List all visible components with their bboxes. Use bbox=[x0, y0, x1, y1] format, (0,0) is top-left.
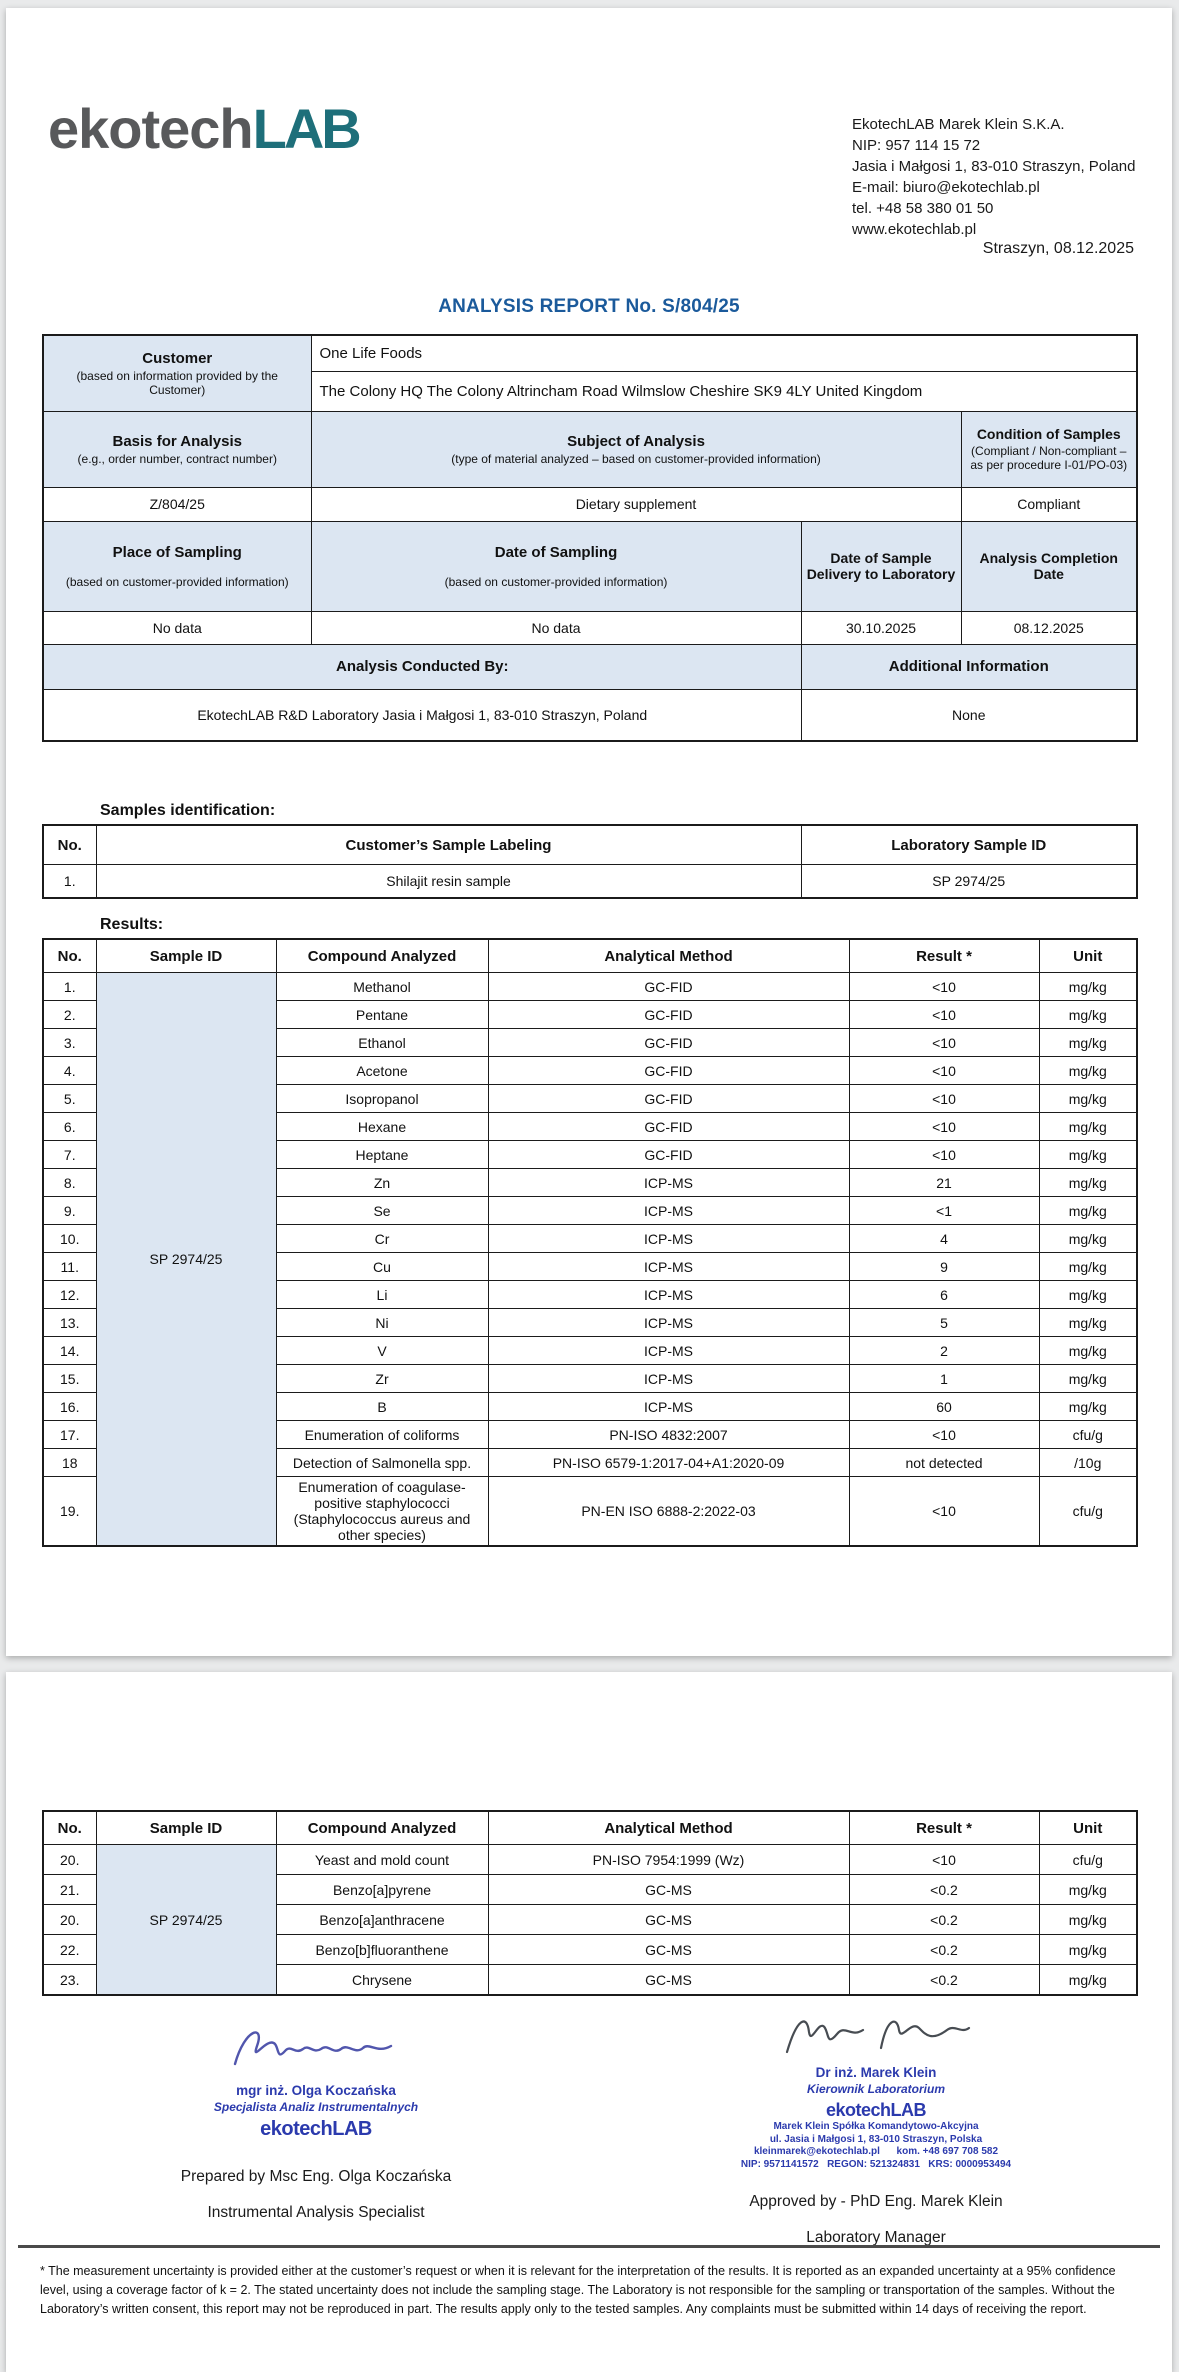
prepared-by-role: Instrumental Analysis Specialist bbox=[207, 2203, 425, 2221]
completion-label: Analysis Completion Date bbox=[979, 550, 1118, 582]
place-label: Place of Sampling bbox=[112, 543, 242, 561]
customer-label-cell bbox=[43, 335, 311, 411]
marek-stamp-logo: ekotechLAB bbox=[825, 2099, 927, 2120]
table-cell: mg/kg bbox=[1039, 1905, 1137, 1935]
column-header: Compound Analyzed bbox=[276, 939, 488, 973]
table-cell: 18 bbox=[43, 1449, 96, 1477]
prepared-by-caption: Prepared by Msc Eng. Olga Koczańska bbox=[180, 2167, 452, 2185]
table-cell: Shilajit resin sample bbox=[96, 865, 801, 899]
table-cell: Ethanol bbox=[276, 1029, 488, 1057]
table-cell: <10 bbox=[849, 1029, 1039, 1057]
delivery-label-cell bbox=[801, 521, 961, 611]
table-cell: 5. bbox=[43, 1085, 96, 1113]
table-cell: Li bbox=[276, 1281, 488, 1309]
header-row bbox=[43, 825, 1137, 865]
place-sublabel: (based on customer-provided information) bbox=[65, 574, 289, 589]
subject-label: Subject of Analysis bbox=[567, 432, 705, 450]
table-cell: mg/kg bbox=[1039, 1085, 1137, 1113]
table-cell: ICP-MS bbox=[488, 1337, 849, 1365]
table-cell: cfu/g bbox=[1039, 1845, 1137, 1875]
report-title: ANALYSIS REPORT No. S/804/25 bbox=[438, 296, 740, 317]
results-table-page1 bbox=[42, 938, 1138, 1547]
table-cell: 20. bbox=[43, 1845, 96, 1875]
table-cell: GC-FID bbox=[488, 1141, 849, 1169]
subject-label-cell bbox=[311, 411, 961, 487]
basis-value-cell: Z/804/25 bbox=[43, 487, 311, 521]
table-cell: mg/kg bbox=[1039, 1197, 1137, 1225]
table-cell: 4 bbox=[849, 1225, 1039, 1253]
footer-divider bbox=[18, 2245, 1160, 2248]
conducted-label: Analysis Conducted By: bbox=[335, 658, 509, 675]
table-cell: mg/kg bbox=[1039, 1001, 1137, 1029]
table-cell: 1. bbox=[43, 865, 96, 899]
table-cell: Ni bbox=[276, 1309, 488, 1337]
table-cell: 10. bbox=[43, 1225, 96, 1253]
condition-value-cell: Compliant bbox=[961, 487, 1137, 521]
table-cell: Enumeration of coagulase-positive staphylococci (Staphylococcus aureus and other species) bbox=[276, 1477, 488, 1547]
table-cell: 7. bbox=[43, 1141, 96, 1169]
table-cell: GC-MS bbox=[488, 1875, 849, 1905]
table-cell: mg/kg bbox=[1039, 1169, 1137, 1197]
date-sampling-sublabel: (based on customer-provided information) bbox=[444, 574, 668, 589]
table-cell: mg/kg bbox=[1039, 1225, 1137, 1253]
date-sampling-label-cell bbox=[311, 521, 801, 611]
prepared-by-signature-block bbox=[136, 2020, 496, 2222]
table-cell: 60 bbox=[849, 1393, 1039, 1421]
subject-sublabel: (type of material analyzed – based on customer-provided information) bbox=[451, 451, 821, 466]
table-cell: GC-MS bbox=[488, 1905, 849, 1935]
column-header: Unit bbox=[1039, 939, 1137, 973]
additional-label: Additional Information bbox=[888, 658, 1049, 675]
table-cell: 16. bbox=[43, 1393, 96, 1421]
table-cell: 6 bbox=[849, 1281, 1039, 1309]
table-cell: 22. bbox=[43, 1935, 96, 1965]
table-cell: GC-FID bbox=[488, 973, 849, 1001]
basis-label: Basis for Analysis bbox=[112, 432, 242, 450]
table-cell: ICP-MS bbox=[488, 1169, 849, 1197]
table-cell: ICP-MS bbox=[488, 1393, 849, 1421]
table-cell: <10 bbox=[849, 1141, 1039, 1169]
delivery-label: Date of Sample Delivery to Laboratory bbox=[806, 550, 956, 582]
table-cell: 20. bbox=[43, 1905, 96, 1935]
table-cell: 13. bbox=[43, 1309, 96, 1337]
company-email: E-mail: biuro@ekotechlab.pl bbox=[852, 179, 1040, 196]
table-cell: <1 bbox=[849, 1197, 1039, 1225]
column-header: Compound Analyzed bbox=[276, 1811, 488, 1845]
olga-handwritten-signature bbox=[221, 2020, 411, 2078]
column-header: No. bbox=[43, 825, 96, 865]
table-cell: ICP-MS bbox=[488, 1225, 849, 1253]
column-header: Customer’s Sample Labeling bbox=[96, 825, 801, 865]
table-cell: mg/kg bbox=[1039, 1337, 1137, 1365]
column-header: Analytical Method bbox=[488, 1811, 849, 1845]
table-cell: 9 bbox=[849, 1253, 1039, 1281]
table-cell: mg/kg bbox=[1039, 1141, 1137, 1169]
column-header: Result * bbox=[849, 939, 1039, 973]
date-sampling-label: Date of Sampling bbox=[494, 543, 618, 561]
table-cell: Chrysene bbox=[276, 1965, 488, 1996]
table-cell: PN-ISO 6579-1:2017-04+A1:2020-09 bbox=[488, 1449, 849, 1477]
company-website: www.ekotechlab.pl bbox=[852, 221, 977, 238]
logo-text-gray: ekotech bbox=[48, 97, 253, 160]
table-cell: Benzo[a]pyrene bbox=[276, 1875, 488, 1905]
table-cell: 1 bbox=[849, 1365, 1039, 1393]
basis-sublabel: (e.g., order number, contract number) bbox=[77, 451, 277, 466]
table-cell: mg/kg bbox=[1039, 1281, 1137, 1309]
table-cell: <0.2 bbox=[849, 1875, 1039, 1905]
results-heading: Results: bbox=[100, 916, 164, 933]
company-address: Jasia i Małgosi 1, 83-010 Straszyn, Poland bbox=[852, 158, 1136, 175]
sample-id-cell: SP 2974/25 bbox=[96, 1845, 276, 1996]
table-cell: Se bbox=[276, 1197, 488, 1225]
table-cell: Heptane bbox=[276, 1141, 488, 1169]
report-page-1 bbox=[6, 8, 1172, 1656]
table-cell: mg/kg bbox=[1039, 1875, 1137, 1905]
table-cell: <10 bbox=[849, 1477, 1039, 1547]
customer-name-cell: One Life Foods bbox=[311, 335, 1137, 371]
table-cell: 5 bbox=[849, 1309, 1039, 1337]
table-cell: 12. bbox=[43, 1281, 96, 1309]
table-cell: <10 bbox=[849, 1085, 1039, 1113]
sample-id-cell: SP 2974/25 bbox=[96, 973, 276, 1547]
column-header: Analytical Method bbox=[488, 939, 849, 973]
table-cell: GC-FID bbox=[488, 1001, 849, 1029]
table-cell: <10 bbox=[849, 1845, 1039, 1875]
table-cell: PN-ISO 4832:2007 bbox=[488, 1421, 849, 1449]
additional-value-cell: None bbox=[801, 689, 1137, 741]
ekotechlab-logo bbox=[48, 96, 359, 161]
table-cell: Zn bbox=[276, 1169, 488, 1197]
approved-by-caption: Approved by - PhD Eng. Marek Klein bbox=[749, 2193, 1003, 2211]
logo-text-teal: LAB bbox=[252, 97, 359, 160]
column-header: Laboratory Sample ID bbox=[801, 825, 1137, 865]
table-row bbox=[43, 865, 1137, 899]
table-cell: SP 2974/25 bbox=[801, 865, 1137, 899]
table-cell: V bbox=[276, 1337, 488, 1365]
conducted-label-cell bbox=[43, 644, 801, 689]
condition-sublabel: (Compliant / Non-compliant – as per procedure I-01/PO-03) bbox=[970, 444, 1128, 472]
column-header: Result * bbox=[849, 1811, 1039, 1845]
table-cell: <10 bbox=[849, 973, 1039, 1001]
table-row bbox=[43, 973, 1137, 1001]
table-cell: 17. bbox=[43, 1421, 96, 1449]
table-cell: 2. bbox=[43, 1001, 96, 1029]
table-cell: Yeast and mold count bbox=[276, 1845, 488, 1875]
place-value-cell: No data bbox=[43, 611, 311, 644]
table-cell: Pentane bbox=[276, 1001, 488, 1029]
table-cell: 15. bbox=[43, 1365, 96, 1393]
table-cell: <0.2 bbox=[849, 1965, 1039, 1996]
table-cell: 21. bbox=[43, 1875, 96, 1905]
table-cell: cfu/g bbox=[1039, 1421, 1137, 1449]
table-cell: mg/kg bbox=[1039, 973, 1137, 1001]
subject-value-cell: Dietary supplement bbox=[311, 487, 961, 521]
table-cell: 14. bbox=[43, 1337, 96, 1365]
customer-sublabel: (based on information provided by the Customer) bbox=[76, 368, 278, 397]
table-cell: B bbox=[276, 1393, 488, 1421]
olga-stamp-role: Specjalista Analiz Instrumentalnych bbox=[213, 2099, 419, 2114]
table-cell: PN-EN ISO 6888-2:2022-03 bbox=[488, 1477, 849, 1547]
table-cell: 3. bbox=[43, 1029, 96, 1057]
table-cell: mg/kg bbox=[1039, 1057, 1137, 1085]
table-cell: mg/kg bbox=[1039, 1113, 1137, 1141]
table-cell: <0.2 bbox=[849, 1905, 1039, 1935]
table-cell: ICP-MS bbox=[488, 1197, 849, 1225]
table-cell: PN-ISO 7954:1999 (Wz) bbox=[488, 1845, 849, 1875]
table-cell: 6. bbox=[43, 1113, 96, 1141]
table-cell: Isopropanol bbox=[276, 1085, 488, 1113]
samples-identification-heading: Samples identification: bbox=[100, 802, 276, 819]
table-cell: GC-MS bbox=[488, 1965, 849, 1996]
table-cell: ICP-MS bbox=[488, 1253, 849, 1281]
olga-stamp-logo: ekotechLAB bbox=[260, 2117, 372, 2140]
table-cell: ICP-MS bbox=[488, 1281, 849, 1309]
column-header: Sample ID bbox=[96, 939, 276, 973]
table-cell: 1. bbox=[43, 973, 96, 1001]
table-cell: GC-MS bbox=[488, 1935, 849, 1965]
table-cell: mg/kg bbox=[1039, 1393, 1137, 1421]
table-cell: Enumeration of coliforms bbox=[276, 1421, 488, 1449]
table-cell: Hexane bbox=[276, 1113, 488, 1141]
column-header: Sample ID bbox=[96, 1811, 276, 1845]
olga-stamp-name: mgr inż. Olga Koczańska bbox=[236, 2083, 396, 2098]
table-cell: not detected bbox=[849, 1449, 1039, 1477]
table-cell: mg/kg bbox=[1039, 1253, 1137, 1281]
table-cell: 2 bbox=[849, 1337, 1039, 1365]
table-cell: <10 bbox=[849, 1001, 1039, 1029]
table-cell: <10 bbox=[849, 1057, 1039, 1085]
marek-stamp-registry: NIP: 9571141572 REGON: 521324831 KRS: 0000953494 bbox=[740, 2158, 1012, 2170]
completion-label-cell bbox=[961, 521, 1137, 611]
approved-by-role: Laboratory Manager bbox=[806, 2229, 946, 2247]
place-and-date: Straszyn, 08.12.2025 bbox=[982, 240, 1134, 257]
table-cell: Acetone bbox=[276, 1057, 488, 1085]
completion-value-cell: 08.12.2025 bbox=[961, 611, 1137, 644]
column-header: No. bbox=[43, 1811, 96, 1845]
company-name: EkotechLAB Marek Klein S.K.A. bbox=[852, 116, 1065, 133]
table-cell: 9. bbox=[43, 1197, 96, 1225]
date-sampling-value-cell: No data bbox=[311, 611, 801, 644]
condition-label-cell bbox=[961, 411, 1137, 487]
table-cell: GC-FID bbox=[488, 1029, 849, 1057]
table-cell: Cr bbox=[276, 1225, 488, 1253]
table-cell: 4. bbox=[43, 1057, 96, 1085]
table-cell: Benzo[b]fluoranthene bbox=[276, 1935, 488, 1965]
table-cell: <10 bbox=[849, 1113, 1039, 1141]
customer-label: Customer bbox=[142, 349, 213, 367]
table-cell: mg/kg bbox=[1039, 1309, 1137, 1337]
table-cell: 11. bbox=[43, 1253, 96, 1281]
table-cell: Cu bbox=[276, 1253, 488, 1281]
table-cell: mg/kg bbox=[1039, 1365, 1137, 1393]
additional-label-cell bbox=[801, 644, 1137, 689]
delivery-value-cell: 30.10.2025 bbox=[801, 611, 961, 644]
table-cell: Benzo[a]anthracene bbox=[276, 1905, 488, 1935]
marek-stamp-contact: kleinmarek@ekotechlab.pl kom. +48 697 708 582 bbox=[753, 2146, 999, 2158]
header-row bbox=[43, 1811, 1137, 1845]
measurement-uncertainty-footnote: * The measurement uncertainty is provided either at the customer’s request or when it is relevant for the interpretation of the results. It is reported as an expanded uncertainty at a 95% confidence level, using a coverage factor of k = 2. The stated uncertainty does not include the sampling stage. The Laboratory is not responsible for the sampling or transportation of the samples. Without the Laboratory’s written consent, this report may not be reproduced in part. The results apply only to the tested samples. Any complaints must be submitted within 14 days of receiving the report. bbox=[40, 2264, 1116, 2316]
table-cell: GC-FID bbox=[488, 1057, 849, 1085]
company-contact-block bbox=[852, 114, 1135, 240]
samples-identification-table bbox=[42, 824, 1138, 899]
report-page-2 bbox=[6, 1672, 1172, 2372]
conducted-value-cell: EkotechLAB R&D Laboratory Jasia i Małgosi 1, 83-010 Straszyn, Poland bbox=[43, 689, 801, 741]
marek-stamp-address: ul. Jasia i Małgosi 1, 83-010 Straszyn, Polska bbox=[769, 2133, 983, 2145]
place-label-cell bbox=[43, 521, 311, 611]
table-cell: Methanol bbox=[276, 973, 488, 1001]
company-phone: tel. +48 58 380 01 50 bbox=[852, 200, 994, 217]
report-info-table bbox=[42, 334, 1138, 742]
table-cell: Zr bbox=[276, 1365, 488, 1393]
table-cell: 21 bbox=[849, 1169, 1039, 1197]
table-cell: cfu/g bbox=[1039, 1477, 1137, 1547]
condition-label: Condition of Samples bbox=[976, 426, 1121, 442]
olga-stamp bbox=[136, 2083, 496, 2142]
column-header: No. bbox=[43, 939, 96, 973]
results-table-page2 bbox=[42, 1810, 1138, 1996]
basis-label-cell bbox=[43, 411, 311, 487]
table-cell: mg/kg bbox=[1039, 1029, 1137, 1057]
approved-by-signature-block bbox=[656, 2008, 1096, 2247]
table-cell: 19. bbox=[43, 1477, 96, 1547]
table-cell: /10g bbox=[1039, 1449, 1137, 1477]
table-cell: <0.2 bbox=[849, 1935, 1039, 1965]
table-cell: ICP-MS bbox=[488, 1309, 849, 1337]
column-header: Unit bbox=[1039, 1811, 1137, 1845]
table-cell: <10 bbox=[849, 1421, 1039, 1449]
header-row bbox=[43, 939, 1137, 973]
marek-stamp bbox=[656, 2065, 1096, 2171]
table-row bbox=[43, 1845, 1137, 1875]
marek-stamp-name: Dr inż. Marek Klein bbox=[815, 2065, 937, 2080]
customer-address-cell: The Colony HQ The Colony Altrincham Road Wilmslow Cheshire SK9 4LY United Kingdom bbox=[311, 371, 1137, 411]
table-cell: 8. bbox=[43, 1169, 96, 1197]
table-cell: mg/kg bbox=[1039, 1965, 1137, 1996]
marek-handwritten-signature bbox=[771, 2008, 981, 2060]
table-cell: GC-FID bbox=[488, 1113, 849, 1141]
table-cell: ICP-MS bbox=[488, 1365, 849, 1393]
table-cell: 23. bbox=[43, 1965, 96, 1996]
table-cell: Detection of Salmonella spp. bbox=[276, 1449, 488, 1477]
marek-stamp-role: Kierownik Laboratorium bbox=[806, 2081, 946, 2096]
table-cell: GC-FID bbox=[488, 1085, 849, 1113]
marek-stamp-company: Marek Klein Spółka Komandytowo-Akcyjna bbox=[773, 2121, 979, 2133]
company-nip: NIP: 957 114 15 72 bbox=[852, 137, 981, 154]
table-cell: mg/kg bbox=[1039, 1935, 1137, 1965]
